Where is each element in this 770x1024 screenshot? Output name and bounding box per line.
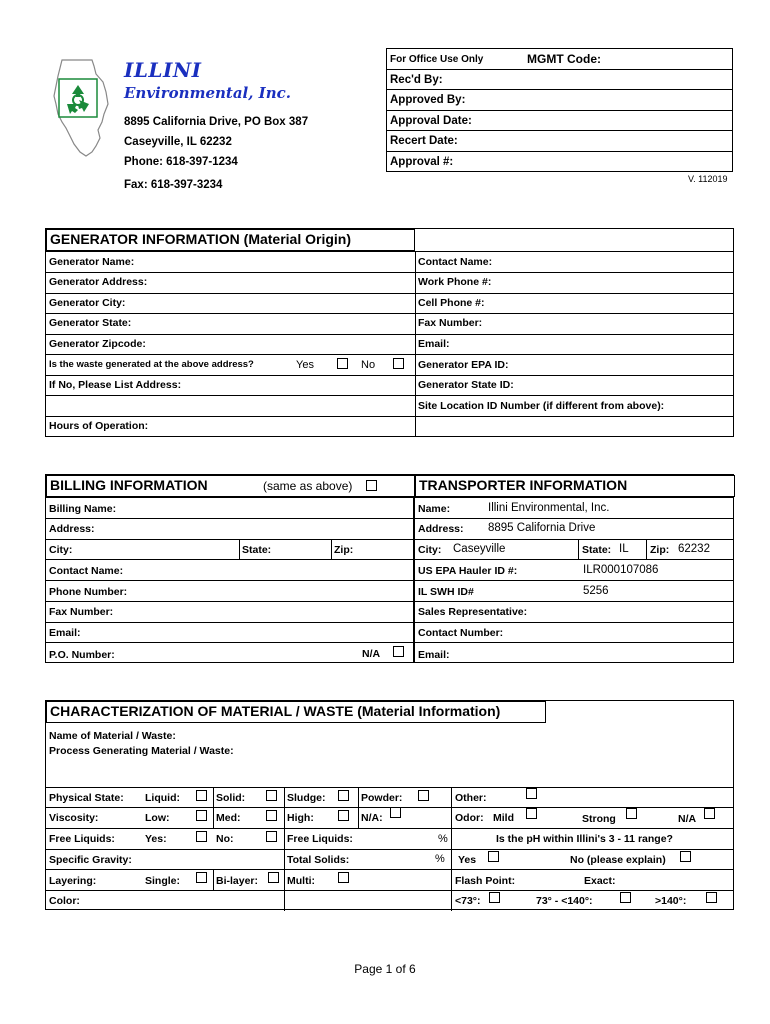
multi-checkbox[interactable] <box>338 872 349 883</box>
characterization-section <box>45 700 734 910</box>
hours-of-operation-field[interactable]: Hours of Operation: <box>49 420 149 432</box>
flash-point-label: Flash Point: <box>455 875 516 887</box>
odor-mild-label: Mild <box>493 812 514 824</box>
generator-zipcode-field[interactable]: Generator Zipcode: <box>49 338 146 350</box>
solid-checkbox[interactable] <box>266 790 277 801</box>
single-label: Single: <box>145 875 181 887</box>
bilayer-checkbox[interactable] <box>268 872 279 883</box>
ph-question-label: Is the pH within Illini's 3 - 11 range? <box>496 833 673 845</box>
ph-no-checkbox[interactable] <box>680 851 691 862</box>
waste-location-no-checkbox[interactable] <box>393 358 404 369</box>
ph-yes-checkbox[interactable] <box>488 851 499 862</box>
odor-strong-checkbox[interactable] <box>626 808 637 819</box>
generator-state-field[interactable]: Generator State: <box>49 317 132 329</box>
total-solids-percent-sign: % <box>435 853 445 865</box>
waste-location-no-label: No <box>361 359 376 371</box>
po-na-label: N/A <box>362 648 381 660</box>
generator-section <box>45 228 734 437</box>
recycle-icon <box>58 78 98 118</box>
transporter-state-value[interactable]: IL <box>619 543 629 555</box>
contact-number-field[interactable]: Contact Number: <box>418 627 504 639</box>
transporter-zip-value[interactable]: 62232 <box>678 543 710 555</box>
office-use-label: For Office Use Only <box>390 54 484 65</box>
physical-state-label: Physical State: <box>49 792 124 804</box>
generator-fax-field[interactable]: Fax Number: <box>418 317 483 329</box>
epa-hauler-id-label: US EPA Hauler ID #: <box>418 565 518 577</box>
sludge-checkbox[interactable] <box>338 790 349 801</box>
med-label: Med: <box>216 812 241 824</box>
transporter-name-label: Name: <box>418 503 451 515</box>
flash-73-140-checkbox[interactable] <box>620 892 631 903</box>
free-liquids-percent-field[interactable]: Free Liquids: <box>287 833 353 845</box>
company-city: Caseyville, IL 62232 <box>124 136 232 148</box>
office-use-box <box>386 48 733 172</box>
powder-label: Powder: <box>361 792 403 804</box>
il-swh-id-label: IL SWH ID# <box>418 586 474 598</box>
low-checkbox[interactable] <box>196 810 207 821</box>
low-label: Low: <box>145 812 170 824</box>
billing-zip-field[interactable]: Zip: <box>334 544 354 556</box>
color-field[interactable]: Color: <box>49 895 80 907</box>
billing-fax-field[interactable]: Fax Number: <box>49 606 114 618</box>
approved-by-field[interactable]: Approved By: <box>387 90 732 111</box>
viscosity-na-checkbox[interactable] <box>390 807 401 818</box>
company-address: 8895 California Drive, PO Box 387 <box>124 116 309 128</box>
solid-label: Solid: <box>216 792 246 804</box>
transporter-state-label: State: <box>582 544 612 556</box>
approval-number-field[interactable]: Approval #: <box>390 156 454 168</box>
mgmt-code-label: MGMT Code: <box>527 52 601 66</box>
billing-section <box>45 474 414 663</box>
flash-gt140-checkbox[interactable] <box>706 892 717 903</box>
cell-phone-field[interactable]: Cell Phone #: <box>418 297 485 309</box>
viscosity-na-label: N/A: <box>361 812 383 824</box>
recd-by-field[interactable]: Rec'd By: <box>387 70 732 91</box>
free-liquids-no-checkbox[interactable] <box>266 831 277 842</box>
odor-label: Odor: <box>455 812 484 824</box>
multi-label: Multi: <box>287 875 315 887</box>
flash-gt140-label: >140°: <box>655 895 687 907</box>
transporter-address-label: Address: <box>418 523 464 535</box>
single-checkbox[interactable] <box>196 872 207 883</box>
waste-location-yes-checkbox[interactable] <box>337 358 348 369</box>
transporter-zip-label: Zip: <box>650 544 670 556</box>
office-header-row <box>387 49 732 70</box>
material-name-field[interactable]: Name of Material / Waste: <box>49 730 176 742</box>
odor-na-label: N/A <box>678 813 697 825</box>
company-name-line2: Environmental, Inc. <box>124 84 291 102</box>
free-liquids-yes-label: Yes: <box>145 833 167 845</box>
odor-na-checkbox[interactable] <box>704 808 715 819</box>
billing-state-field[interactable]: State: <box>242 544 272 556</box>
il-swh-id-value[interactable]: 5256 <box>583 585 609 597</box>
generator-name-field[interactable]: Generator Name: <box>49 256 135 268</box>
version-label: V. 112019 <box>688 174 728 184</box>
transporter-city-value[interactable]: Caseyville <box>453 543 506 555</box>
other-checkbox[interactable] <box>526 788 537 799</box>
transporter-section <box>414 474 734 663</box>
ph-no-label: No (please explain) <box>570 854 666 866</box>
po-number-field[interactable]: P.O. Number: <box>49 649 115 661</box>
free-liquids-yes-checkbox[interactable] <box>196 831 207 842</box>
transporter-name-value[interactable]: Illini Environmental, Inc. <box>488 502 610 514</box>
free-liquids-label: Free Liquids: <box>49 833 115 845</box>
layering-label: Layering: <box>49 875 97 887</box>
generator-title: GENERATOR INFORMATION (Material Origin) <box>46 229 415 251</box>
flash-lt73-checkbox[interactable] <box>489 892 500 903</box>
odor-mild-checkbox[interactable] <box>526 808 537 819</box>
bilayer-label: Bi-layer: <box>216 875 259 887</box>
sludge-label: Sludge: <box>287 792 326 804</box>
flash-73-140-label: 73° - <140°: <box>536 895 593 907</box>
po-na-checkbox[interactable] <box>393 646 404 657</box>
page-number: Page 1 of 6 <box>354 962 416 976</box>
generator-email-field[interactable]: Email: <box>418 338 450 350</box>
same-as-above-label: (same as above) <box>263 479 353 493</box>
company-name: ILLINI <box>124 58 202 82</box>
generator-state-id-field[interactable]: Generator State ID: <box>418 379 514 391</box>
transporter-address-value[interactable]: 8895 California Drive <box>488 522 596 534</box>
contact-name-field[interactable]: Contact Name: <box>418 256 493 268</box>
company-fax: Fax: 618-397-3234 <box>124 179 223 191</box>
flash-point-exact-field[interactable]: Exact: <box>584 875 616 887</box>
billing-name-field[interactable]: Billing Name: <box>49 503 117 515</box>
characterization-title: CHARACTERIZATION OF MATERIAL / WASTE (Material Information) <box>46 701 546 723</box>
flash-lt73-label: <73°: <box>455 895 481 907</box>
alternate-address-field[interactable]: If No, Please List Address: <box>49 379 182 391</box>
liquid-checkbox[interactable] <box>196 790 207 801</box>
billing-contact-field[interactable]: Contact Name: <box>49 565 124 577</box>
powder-checkbox[interactable] <box>418 790 429 801</box>
process-field[interactable]: Process Generating Material / Waste: <box>49 745 234 757</box>
transporter-city-label: City: <box>418 544 442 556</box>
total-solids-field[interactable]: Total Solids: <box>287 854 350 866</box>
viscosity-label: Viscosity: <box>49 812 99 824</box>
transporter-email-field[interactable]: Email: <box>418 649 450 661</box>
work-phone-field[interactable]: Work Phone #: <box>418 276 492 288</box>
specific-gravity-field[interactable]: Specific Gravity: <box>49 854 132 866</box>
generator-city-field[interactable]: Generator City: <box>49 297 126 309</box>
ph-yes-label: Yes <box>458 854 477 866</box>
free-liquids-percent-sign: % <box>438 833 448 845</box>
site-location-id-field[interactable]: Site Location ID Number (if different from above): <box>418 400 665 412</box>
transporter-title: TRANSPORTER INFORMATION <box>415 475 735 497</box>
waste-location-question: Is the waste generated at the above address? <box>49 359 254 370</box>
company-phone: Phone: 618-397-1234 <box>124 156 238 168</box>
odor-strong-label: Strong <box>582 813 616 825</box>
free-liquids-no-label: No: <box>216 833 234 845</box>
high-checkbox[interactable] <box>338 810 349 821</box>
billing-email-field[interactable]: Email: <box>49 627 81 639</box>
billing-title: BILLING INFORMATION <box>46 475 415 497</box>
waste-location-yes-label: Yes <box>296 359 314 371</box>
high-label: High: <box>287 812 314 824</box>
epa-hauler-id-value[interactable]: ILR000107086 <box>583 564 659 576</box>
med-checkbox[interactable] <box>266 810 277 821</box>
approval-date-field[interactable]: Approval Date: <box>387 111 732 132</box>
same-as-above-checkbox[interactable] <box>366 480 377 491</box>
other-label: Other: <box>455 792 487 804</box>
liquid-label: Liquid: <box>145 792 180 804</box>
billing-phone-field[interactable]: Phone Number: <box>49 586 128 598</box>
billing-city-field[interactable]: City: <box>49 544 73 556</box>
sales-rep-field[interactable]: Sales Representative: <box>418 606 528 618</box>
billing-address-field[interactable]: Address: <box>49 523 95 535</box>
recert-date-field[interactable]: Recert Date: <box>387 131 732 152</box>
generator-address-field[interactable]: Generator Address: <box>49 276 148 288</box>
generator-epa-id-field[interactable]: Generator EPA ID: <box>418 359 509 371</box>
